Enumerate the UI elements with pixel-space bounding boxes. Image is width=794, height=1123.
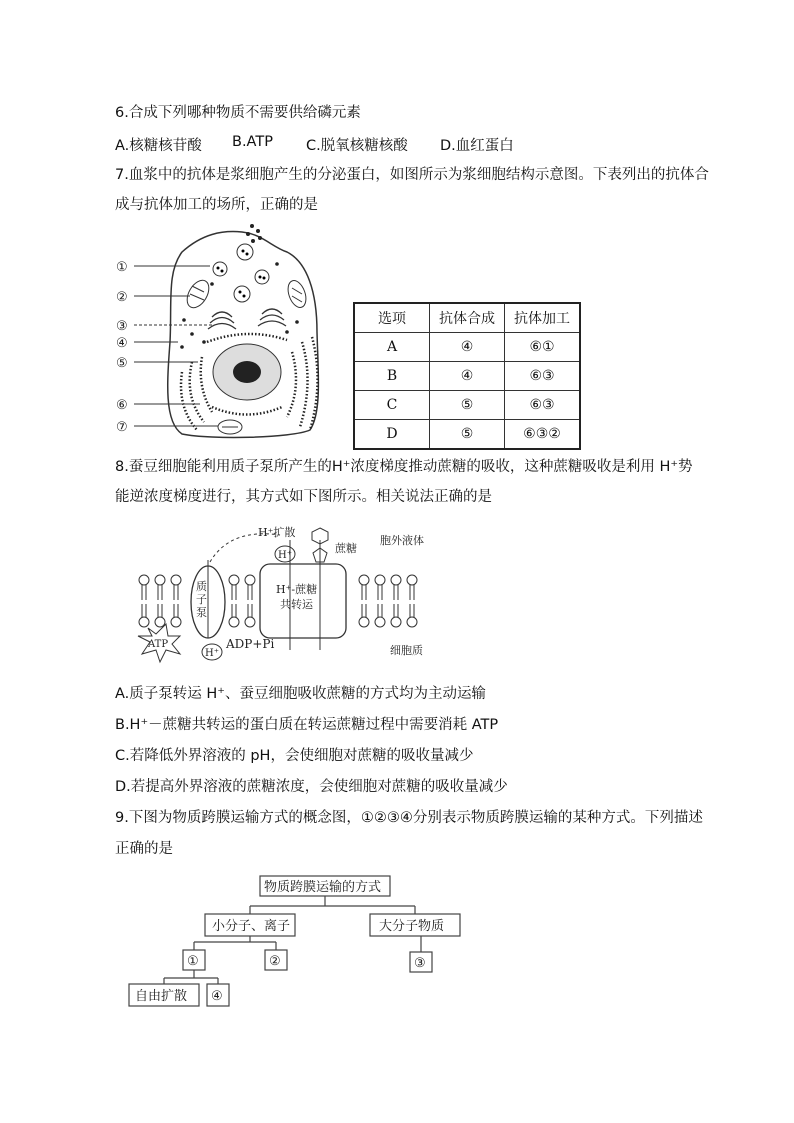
table-cell: C <box>354 391 430 420</box>
h-ion-inside: H⁺ <box>205 648 219 659</box>
table-header: 抗体加工 <box>505 303 581 333</box>
sucrose-label: 蔗糖 <box>335 542 357 555</box>
proton-pump-figure <box>130 520 450 670</box>
pump-label: 子 <box>196 593 207 606</box>
q7-stem-line1: 7.血浆中的抗体是浆细胞产生的分泌蛋白，如图所示为浆细胞结构示意图。下表列出的抗体合 <box>115 167 709 183</box>
table-row <box>354 420 580 450</box>
table-cell: ⑤ <box>430 420 505 450</box>
cytoplasm-label: 细胞质 <box>390 644 423 657</box>
table-cell: ⑥③② <box>505 420 581 450</box>
q7-stem-line2: 成与抗体加工的场所，正确的是 <box>115 197 318 213</box>
fig-label-3: ③ <box>116 319 128 334</box>
q7-answer-table <box>353 302 581 450</box>
atp-label: ATP <box>148 639 169 650</box>
diagram-node-2: ② <box>269 954 281 969</box>
pump-label: 质 <box>196 580 207 593</box>
q6-stem: 6.合成下列哪种物质不需要供给磷元素 <box>115 105 361 121</box>
table-cell: A <box>354 333 430 362</box>
q9-stem-line2: 正确的是 <box>115 841 173 857</box>
fig-label-6: ⑥ <box>116 398 128 413</box>
table-cell: ④ <box>430 362 505 391</box>
q9-stem-line1: 9.下图为物质跨膜运输方式的概念图，①②③④分别表示物质跨膜运输的某种方式。下列描述 <box>115 810 703 826</box>
fig-label-4: ④ <box>116 336 128 351</box>
q8-option-c: C.若降低外界溶液的 pH，会使细胞对蔗糖的吸收量减少 <box>115 748 474 764</box>
q8-option-b: B.H⁺－蔗糖共转运的蛋白质在转运蔗糖过程中需要消耗 ATP <box>115 717 499 733</box>
table-row <box>354 333 580 362</box>
plasma-cell-figure <box>112 222 352 442</box>
table-cell: ⑥③ <box>505 362 581 391</box>
q8-option-d: D.若提高外界溶液的蔗糖浓度，会使细胞对蔗糖的吸收量减少 <box>115 779 508 795</box>
h-diffusion-label: H⁺扩散 <box>258 526 296 539</box>
table-row <box>354 362 580 391</box>
fig-label-1: ① <box>116 260 128 275</box>
table-cell: D <box>354 420 430 450</box>
table-header: 抗体合成 <box>430 303 505 333</box>
adp-label: ADP+Pi <box>226 637 275 651</box>
diagram-node-1: ① <box>187 954 199 969</box>
fig-label-5: ⑤ <box>116 356 128 371</box>
diagram-free-diffusion: 自由扩散 <box>135 989 188 1004</box>
table-cell: ④ <box>430 333 505 362</box>
cotransport-label: 共转运 <box>280 598 313 611</box>
table-header: 选项 <box>354 303 430 333</box>
table-cell: B <box>354 362 430 391</box>
q8-stem-line2: 能逆浓度梯度进行，其方式如下图所示。相关说法正确的是 <box>115 489 492 505</box>
diagram-node-3: ③ <box>414 956 426 971</box>
diagram-large: 大分子物质 <box>379 919 445 934</box>
q8-stem-line1: 8.蚕豆细胞能利用质子泵所产生的H⁺浓度梯度推动蔗糖的吸收，这种蔗糖吸收是利用 H⁺势 <box>115 459 693 475</box>
pump-label: 泵 <box>196 606 207 619</box>
table-cell: ⑤ <box>430 391 505 420</box>
q6-option-c: C.脱氧核糖核酸 <box>306 138 408 154</box>
fig-label-7: ⑦ <box>116 420 128 435</box>
fig-label-2: ② <box>116 290 128 305</box>
q6-option-b: B.ATP <box>232 134 273 150</box>
table-cell: ⑥① <box>505 333 581 362</box>
table-cell: ⑥③ <box>505 391 581 420</box>
q8-option-a: A.质子泵转运 H⁺、蚕豆细胞吸收蔗糖的方式均为主动运输 <box>115 686 486 702</box>
h-ion-label: H⁺ <box>278 550 292 561</box>
diagram-small: 小分子、离子 <box>212 919 291 934</box>
q6-option-a: A.核糖核苷酸 <box>115 138 202 154</box>
diagram-root: 物质跨膜运输的方式 <box>264 880 382 895</box>
diagram-node-4: ④ <box>211 989 223 1004</box>
outside-label: 胞外液体 <box>380 534 424 547</box>
transport-concept-diagram <box>125 870 485 1010</box>
table-row <box>354 391 580 420</box>
q6-option-d: D.血红蛋白 <box>440 138 514 154</box>
cotransport-label: H⁺-蔗糖 <box>276 583 318 596</box>
